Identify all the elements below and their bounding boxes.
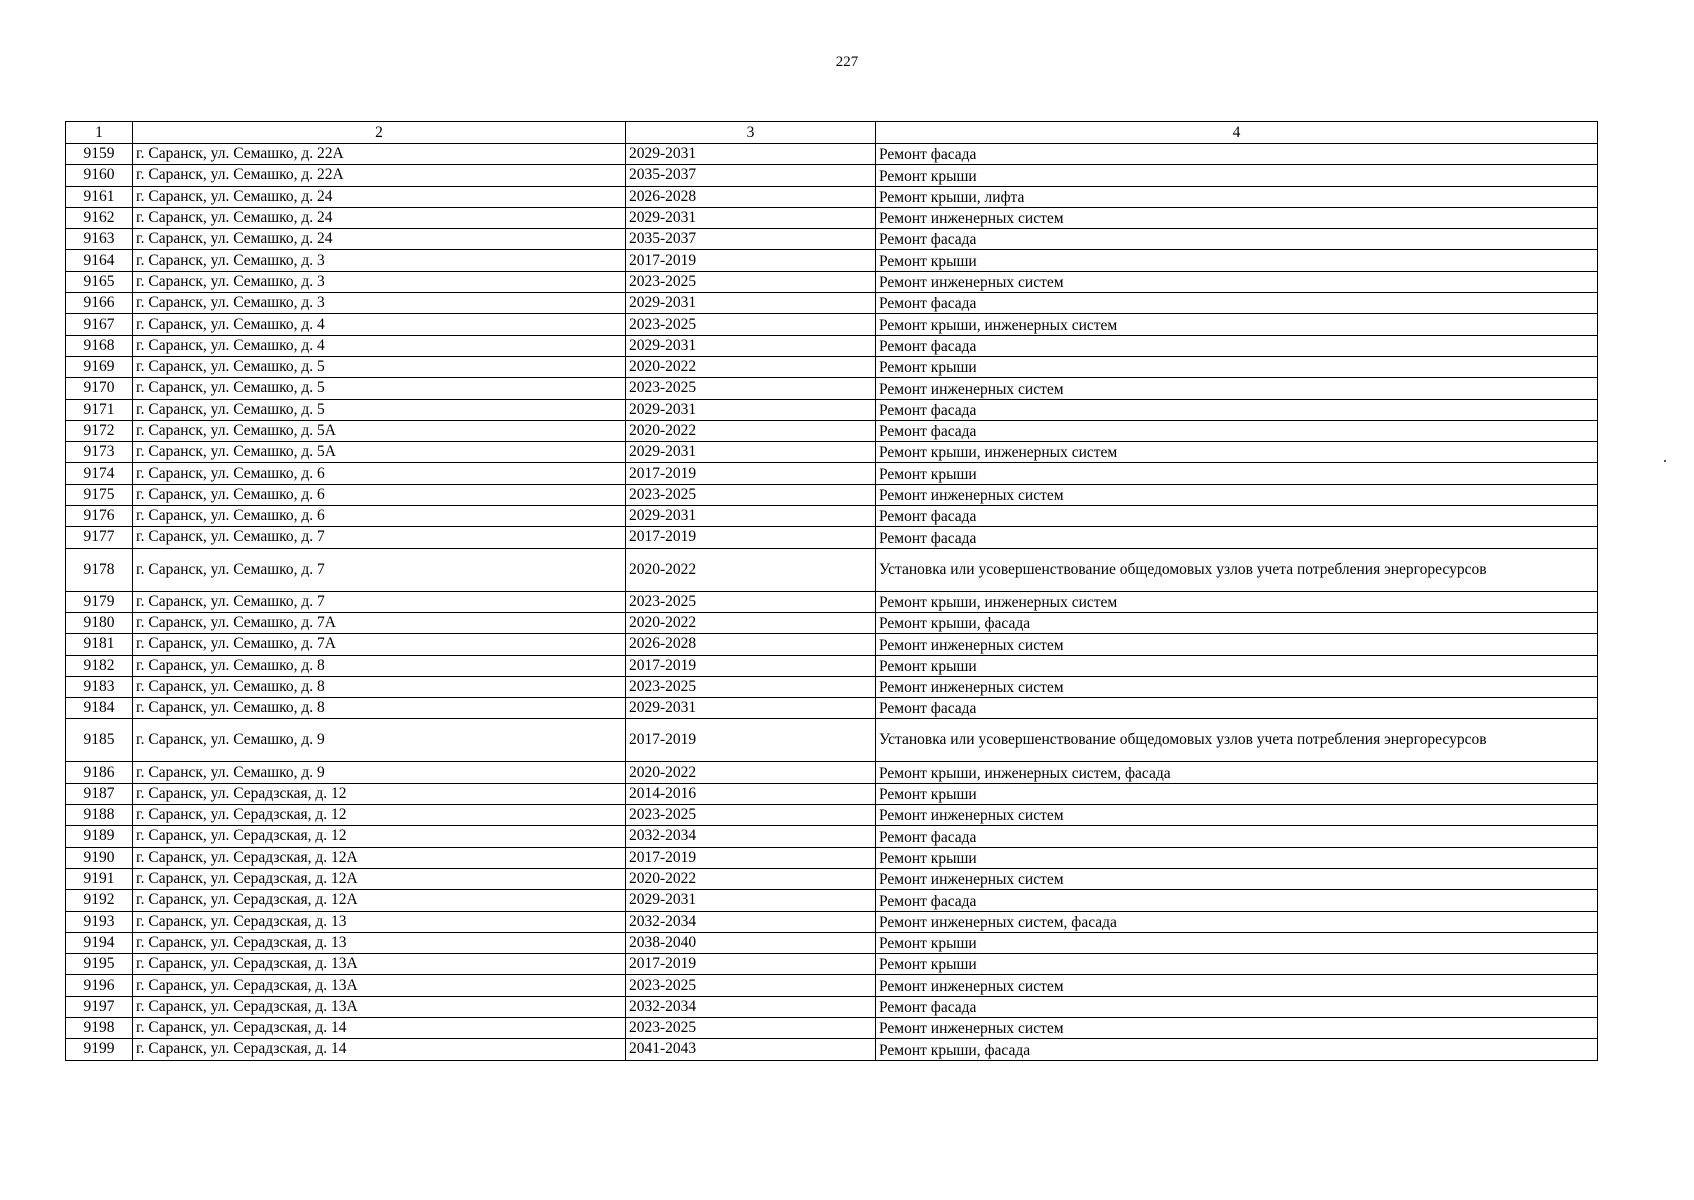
row-number: 9178 — [66, 548, 133, 591]
table-row — [66, 868, 1598, 889]
period-cell: 2035-2037 — [626, 165, 876, 186]
work-type-cell: Ремонт инженерных систем — [876, 868, 1598, 889]
address-cell: г. Саранск, ул. Семашко, д. 6 — [133, 484, 626, 505]
period-cell: 2020-2022 — [626, 356, 876, 377]
work-type-cell: Ремонт инженерных систем — [876, 207, 1598, 228]
table-row — [66, 655, 1598, 676]
row-number: 9187 — [66, 783, 133, 804]
period-cell: 2032-2034 — [626, 911, 876, 932]
work-type-cell: Ремонт фасада — [876, 293, 1598, 314]
row-number: 9164 — [66, 250, 133, 271]
table-row — [66, 911, 1598, 932]
period-cell: 2017-2019 — [626, 655, 876, 676]
work-type-cell: Установка или усовершенствование общедомовых узлов учета потребления энергоресурсов — [876, 719, 1598, 762]
address-cell: г. Саранск, ул. Семашко, д. 8 — [133, 698, 626, 719]
address-cell: г. Саранск, ул. Семашко, д. 7 — [133, 591, 626, 612]
work-type-cell: Ремонт фасада — [876, 399, 1598, 420]
period-cell: 2017-2019 — [626, 954, 876, 975]
table-row — [66, 186, 1598, 207]
period-cell: 2041-2043 — [626, 1039, 876, 1060]
address-cell: г. Саранск, ул. Серадзская, д. 12А — [133, 868, 626, 889]
table-row — [66, 612, 1598, 633]
table-row — [66, 378, 1598, 399]
address-cell: г. Саранск, ул. Семашко, д. 4 — [133, 314, 626, 335]
row-number: 9171 — [66, 399, 133, 420]
period-cell: 2017-2019 — [626, 463, 876, 484]
work-type-cell: Ремонт инженерных систем — [876, 634, 1598, 655]
work-type-cell: Ремонт крыши, инженерных систем — [876, 442, 1598, 463]
table-row — [66, 698, 1598, 719]
table-row — [66, 634, 1598, 655]
row-number: 9180 — [66, 612, 133, 633]
table-row — [66, 144, 1598, 165]
table-row — [66, 314, 1598, 335]
address-cell: г. Саранск, ул. Семашко, д. 6 — [133, 506, 626, 527]
row-number: 9173 — [66, 442, 133, 463]
row-number: 9185 — [66, 719, 133, 762]
address-cell: г. Саранск, ул. Серадзская, д. 13А — [133, 954, 626, 975]
address-cell: г. Саранск, ул. Семашко, д. 4 — [133, 335, 626, 356]
row-number: 9183 — [66, 676, 133, 697]
period-cell: 2020-2022 — [626, 762, 876, 783]
period-cell: 2029-2031 — [626, 207, 876, 228]
period-cell: 2029-2031 — [626, 293, 876, 314]
work-type-cell: Ремонт фасада — [876, 229, 1598, 250]
address-cell: г. Саранск, ул. Семашко, д. 8 — [133, 676, 626, 697]
row-number: 9191 — [66, 868, 133, 889]
period-cell: 2020-2022 — [626, 868, 876, 889]
row-number: 9170 — [66, 378, 133, 399]
header-col-3: 3 — [626, 122, 876, 144]
address-cell: г. Саранск, ул. Семашко, д. 7 — [133, 527, 626, 548]
work-type-cell: Ремонт крыши — [876, 250, 1598, 271]
address-cell: г. Саранск, ул. Серадзская, д. 14 — [133, 1017, 626, 1038]
address-cell: г. Саранск, ул. Серадзская, д. 14 — [133, 1039, 626, 1060]
work-type-cell: Ремонт крыши — [876, 655, 1598, 676]
row-number: 9172 — [66, 420, 133, 441]
period-cell: 2032-2034 — [626, 826, 876, 847]
table-row — [66, 783, 1598, 804]
row-number: 9177 — [66, 527, 133, 548]
address-cell: г. Саранск, ул. Серадзская, д. 12А — [133, 847, 626, 868]
row-number: 9190 — [66, 847, 133, 868]
period-cell: 2023-2025 — [626, 676, 876, 697]
page-number: 227 — [835, 54, 859, 70]
address-cell: г. Саранск, ул. Семашко, д. 22А — [133, 144, 626, 165]
period-cell: 2035-2037 — [626, 229, 876, 250]
work-type-cell: Ремонт инженерных систем — [876, 805, 1598, 826]
address-cell: г. Саранск, ул. Семашко, д. 3 — [133, 250, 626, 271]
row-number: 9162 — [66, 207, 133, 228]
address-cell: г. Саранск, ул. Семашко, д. 5 — [133, 356, 626, 377]
work-type-cell: Ремонт инженерных систем — [876, 975, 1598, 996]
table-row — [66, 847, 1598, 868]
address-cell: г. Саранск, ул. Семашко, д. 22А — [133, 165, 626, 186]
address-cell: г. Саранск, ул. Семашко, д. 7А — [133, 612, 626, 633]
table-row — [66, 1039, 1598, 1060]
period-cell: 2023-2025 — [626, 975, 876, 996]
period-cell: 2017-2019 — [626, 719, 876, 762]
table-row — [66, 591, 1598, 612]
period-cell: 2020-2022 — [626, 548, 876, 591]
row-number: 9189 — [66, 826, 133, 847]
work-type-cell: Ремонт инженерных систем — [876, 676, 1598, 697]
period-cell: 2029-2031 — [626, 399, 876, 420]
work-type-cell: Ремонт крыши — [876, 783, 1598, 804]
work-type-cell: Ремонт фасада — [876, 996, 1598, 1017]
table-row — [66, 954, 1598, 975]
row-number: 9165 — [66, 271, 133, 292]
table-row — [66, 271, 1598, 292]
table-body — [66, 144, 1598, 1061]
period-cell: 2023-2025 — [626, 378, 876, 399]
table-row — [66, 484, 1598, 505]
period-cell: 2023-2025 — [626, 591, 876, 612]
table-row — [66, 996, 1598, 1017]
row-number: 9181 — [66, 634, 133, 655]
row-number: 9175 — [66, 484, 133, 505]
table-row — [66, 890, 1598, 911]
work-type-cell: Ремонт фасада — [876, 506, 1598, 527]
address-cell: г. Саранск, ул. Серадзская, д. 13А — [133, 996, 626, 1017]
table-row — [66, 420, 1598, 441]
table-row — [66, 399, 1598, 420]
work-type-cell: Ремонт крыши, лифта — [876, 186, 1598, 207]
address-cell: г. Саранск, ул. Семашко, д. 9 — [133, 762, 626, 783]
header-col-1: 1 — [66, 122, 133, 144]
address-cell: г. Саранск, ул. Серадзская, д. 12А — [133, 890, 626, 911]
work-type-cell: Ремонт крыши — [876, 932, 1598, 953]
table-row — [66, 548, 1598, 591]
table-row — [66, 762, 1598, 783]
work-type-cell: Ремонт крыши — [876, 356, 1598, 377]
work-type-cell: Ремонт крыши, инженерных систем — [876, 314, 1598, 335]
row-number: 9184 — [66, 698, 133, 719]
period-cell: 2023-2025 — [626, 271, 876, 292]
address-cell: г. Саранск, ул. Семашко, д. 6 — [133, 463, 626, 484]
row-number: 9195 — [66, 954, 133, 975]
period-cell: 2029-2031 — [626, 698, 876, 719]
address-cell: г. Саранск, ул. Серадзская, д. 12 — [133, 783, 626, 804]
work-type-cell: Ремонт фасада — [876, 335, 1598, 356]
address-cell: г. Саранск, ул. Семашко, д. 5 — [133, 378, 626, 399]
address-cell: г. Саранск, ул. Семашко, д. 3 — [133, 293, 626, 314]
table-row — [66, 463, 1598, 484]
period-cell: 2014-2016 — [626, 783, 876, 804]
table-row — [66, 335, 1598, 356]
row-number: 9176 — [66, 506, 133, 527]
address-cell: г. Саранск, ул. Семашко, д. 24 — [133, 207, 626, 228]
table-row — [66, 207, 1598, 228]
address-cell: г. Саранск, ул. Семашко, д. 5А — [133, 420, 626, 441]
table-row — [66, 1017, 1598, 1038]
table-row — [66, 805, 1598, 826]
period-cell: 2023-2025 — [626, 1017, 876, 1038]
period-cell: 2029-2031 — [626, 144, 876, 165]
period-cell: 2029-2031 — [626, 442, 876, 463]
table-row — [66, 975, 1598, 996]
row-number: 9197 — [66, 996, 133, 1017]
address-cell: г. Саранск, ул. Серадзская, д. 13 — [133, 911, 626, 932]
header-col-2: 2 — [133, 122, 626, 144]
row-number: 9186 — [66, 762, 133, 783]
work-type-cell: Ремонт инженерных систем — [876, 484, 1598, 505]
period-cell: 2023-2025 — [626, 314, 876, 335]
period-cell: 2029-2031 — [626, 506, 876, 527]
row-number: 9174 — [66, 463, 133, 484]
work-type-cell: Ремонт фасада — [876, 890, 1598, 911]
period-cell: 2032-2034 — [626, 996, 876, 1017]
work-type-cell: Ремонт фасада — [876, 826, 1598, 847]
header-row — [66, 122, 1598, 144]
address-cell: г. Саранск, ул. Серадзская, д. 12 — [133, 826, 626, 847]
work-type-cell: Ремонт крыши — [876, 463, 1598, 484]
repair-schedule-table — [65, 121, 1598, 1061]
row-number: 9196 — [66, 975, 133, 996]
row-number: 9161 — [66, 186, 133, 207]
period-cell: 2023-2025 — [626, 484, 876, 505]
header-col-4: 4 — [876, 122, 1598, 144]
period-cell: 2020-2022 — [626, 612, 876, 633]
table-row — [66, 165, 1598, 186]
row-number: 9198 — [66, 1017, 133, 1038]
period-cell: 2026-2028 — [626, 186, 876, 207]
work-type-cell: Ремонт фасада — [876, 144, 1598, 165]
period-cell: 2023-2025 — [626, 805, 876, 826]
row-number: 9168 — [66, 335, 133, 356]
work-type-cell: Ремонт крыши — [876, 954, 1598, 975]
work-type-cell: Установка или усовершенствование общедомовых узлов учета потребления энергоресурсов — [876, 548, 1598, 591]
work-type-cell: Ремонт инженерных систем — [876, 1017, 1598, 1038]
period-cell: 2029-2031 — [626, 335, 876, 356]
row-number: 9160 — [66, 165, 133, 186]
row-number: 9179 — [66, 591, 133, 612]
address-cell: г. Саранск, ул. Семашко, д. 9 — [133, 719, 626, 762]
address-cell: г. Саранск, ул. Серадзская, д. 13А — [133, 975, 626, 996]
period-cell: 2029-2031 — [626, 890, 876, 911]
table-row — [66, 719, 1598, 762]
address-cell: г. Саранск, ул. Семашко, д. 8 — [133, 655, 626, 676]
row-number: 9193 — [66, 911, 133, 932]
address-cell: г. Саранск, ул. Семашко, д. 24 — [133, 229, 626, 250]
work-type-cell: Ремонт инженерных систем — [876, 378, 1598, 399]
work-type-cell: Ремонт крыши, фасада — [876, 612, 1598, 633]
row-number: 9163 — [66, 229, 133, 250]
table-row — [66, 293, 1598, 314]
row-number: 9169 — [66, 356, 133, 377]
row-number: 9188 — [66, 805, 133, 826]
address-cell: г. Саранск, ул. Семашко, д. 7 — [133, 548, 626, 591]
address-cell: г. Саранск, ул. Серадзская, д. 13 — [133, 932, 626, 953]
work-type-cell: Ремонт фасада — [876, 420, 1598, 441]
table-row — [66, 229, 1598, 250]
work-type-cell: Ремонт крыши — [876, 847, 1598, 868]
work-type-cell: Ремонт фасада — [876, 527, 1598, 548]
table-row — [66, 506, 1598, 527]
work-type-cell: Ремонт крыши, фасада — [876, 1039, 1598, 1060]
period-cell: 2038-2040 — [626, 932, 876, 953]
row-number: 9166 — [66, 293, 133, 314]
address-cell: г. Саранск, ул. Семашко, д. 5А — [133, 442, 626, 463]
table-row — [66, 527, 1598, 548]
work-type-cell: Ремонт фасада — [876, 698, 1598, 719]
row-number: 9159 — [66, 144, 133, 165]
address-cell: г. Саранск, ул. Семашко, д. 3 — [133, 271, 626, 292]
period-cell: 2017-2019 — [626, 527, 876, 548]
scan-speck — [1664, 460, 1666, 462]
work-type-cell: Ремонт инженерных систем, фасада — [876, 911, 1598, 932]
table-row — [66, 356, 1598, 377]
table-row — [66, 676, 1598, 697]
table-row — [66, 250, 1598, 271]
period-cell: 2026-2028 — [626, 634, 876, 655]
address-cell: г. Саранск, ул. Семашко, д. 24 — [133, 186, 626, 207]
work-type-cell: Ремонт крыши — [876, 165, 1598, 186]
period-cell: 2017-2019 — [626, 250, 876, 271]
work-type-cell: Ремонт инженерных систем — [876, 271, 1598, 292]
table-row — [66, 826, 1598, 847]
row-number: 9182 — [66, 655, 133, 676]
table-row — [66, 442, 1598, 463]
row-number: 9192 — [66, 890, 133, 911]
work-type-cell: Ремонт крыши, инженерных систем — [876, 591, 1598, 612]
period-cell: 2020-2022 — [626, 420, 876, 441]
work-type-cell: Ремонт крыши, инженерных систем, фасада — [876, 762, 1598, 783]
row-number: 9167 — [66, 314, 133, 335]
address-cell: г. Саранск, ул. Семашко, д. 7А — [133, 634, 626, 655]
table-row — [66, 932, 1598, 953]
address-cell: г. Саранск, ул. Серадзская, д. 12 — [133, 805, 626, 826]
period-cell: 2017-2019 — [626, 847, 876, 868]
row-number: 9199 — [66, 1039, 133, 1060]
address-cell: г. Саранск, ул. Семашко, д. 5 — [133, 399, 626, 420]
row-number: 9194 — [66, 932, 133, 953]
